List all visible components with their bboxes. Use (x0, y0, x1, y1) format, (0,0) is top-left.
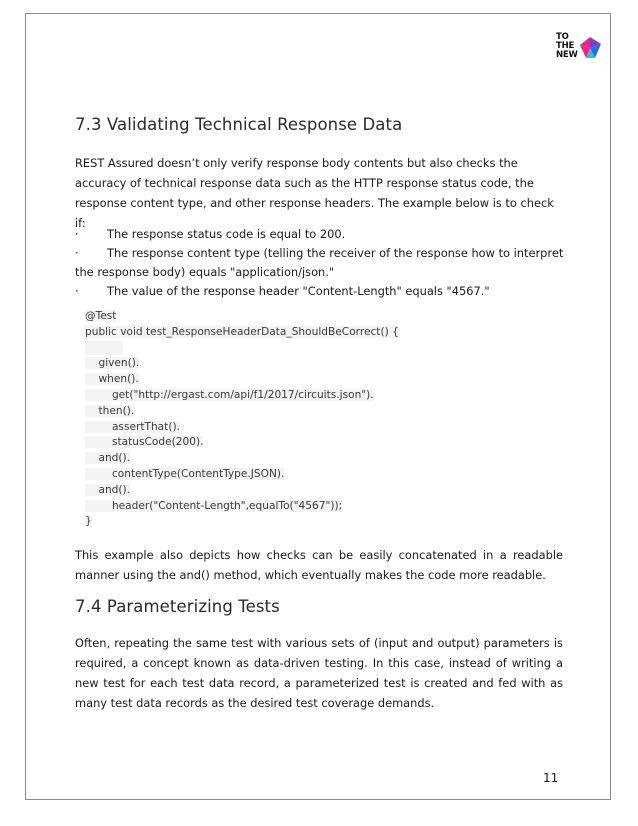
code-line: header("Content-Length",equalTo("4567")); (85, 499, 343, 512)
code-line: given(). (85, 357, 140, 370)
logo-line-to: TO (556, 32, 569, 42)
code-line (85, 341, 385, 357)
page-number: 11 (543, 771, 559, 785)
code-line: and(). (85, 452, 131, 465)
bullet-marker: · (75, 227, 79, 241)
list-item: · The response content type (telling the receiver of the response how to interpret the response body) equals "application/json." (75, 246, 564, 279)
logo-gem-icon (578, 36, 602, 60)
code-line: statusCode(200). (85, 436, 204, 449)
code-line: when(). (85, 373, 139, 386)
list-item: · The response status code is equal to 200. (75, 225, 565, 244)
code-sample (85, 309, 399, 530)
code-line: } (85, 515, 92, 528)
section-heading-7-4: 7.4 Parameterizing Tests (75, 597, 280, 616)
validation-intro-paragraph: REST Assured doesn’t only verify response body contents but also checks the accuracy of technical response data such as the HTTP response status code, the response content type, and other response headers. The example below is to check if: (75, 156, 554, 230)
code-line: contentType(ContentType.JSON). (85, 467, 285, 480)
code-line: then(). (85, 404, 135, 417)
bullet-marker: · (75, 246, 79, 260)
logo-line-new: NEW (556, 50, 578, 60)
logo-wordmark (556, 33, 578, 60)
list-item: · The value of the response header "Content-Length" equals "4567." (75, 282, 565, 301)
code-line: and(). (85, 483, 131, 496)
to-the-new-logo (556, 33, 604, 63)
code-line: @Test (85, 310, 117, 322)
concatenation-paragraph: This example also depicts how checks can be easily concatenated in a readable manner using the and() method, which eventually makes the code more readable. (75, 548, 563, 582)
logo-line-the: THE (556, 41, 575, 51)
parameterizing-paragraph: Often, repeating the same test with various sets of (input and output) parameters is required, a concept known as data-driven testing. In this case, instead of writing a new test for each test data record, a parameterized test is created and fed with as many test data records as the desired test coverage demands. (75, 636, 563, 710)
section-heading-7-3: 7.3 Validating Technical Response Data (75, 115, 403, 134)
code-line: public void test_ResponseHeaderData_ShouldBeCorrect() { (85, 325, 399, 338)
code-line: assertThat(). (85, 420, 180, 433)
bullet-marker: · (75, 284, 79, 298)
code-line: get("http://ergast.com/api/f1/2017/circuits.json"). (85, 388, 374, 401)
check-list (75, 225, 565, 301)
